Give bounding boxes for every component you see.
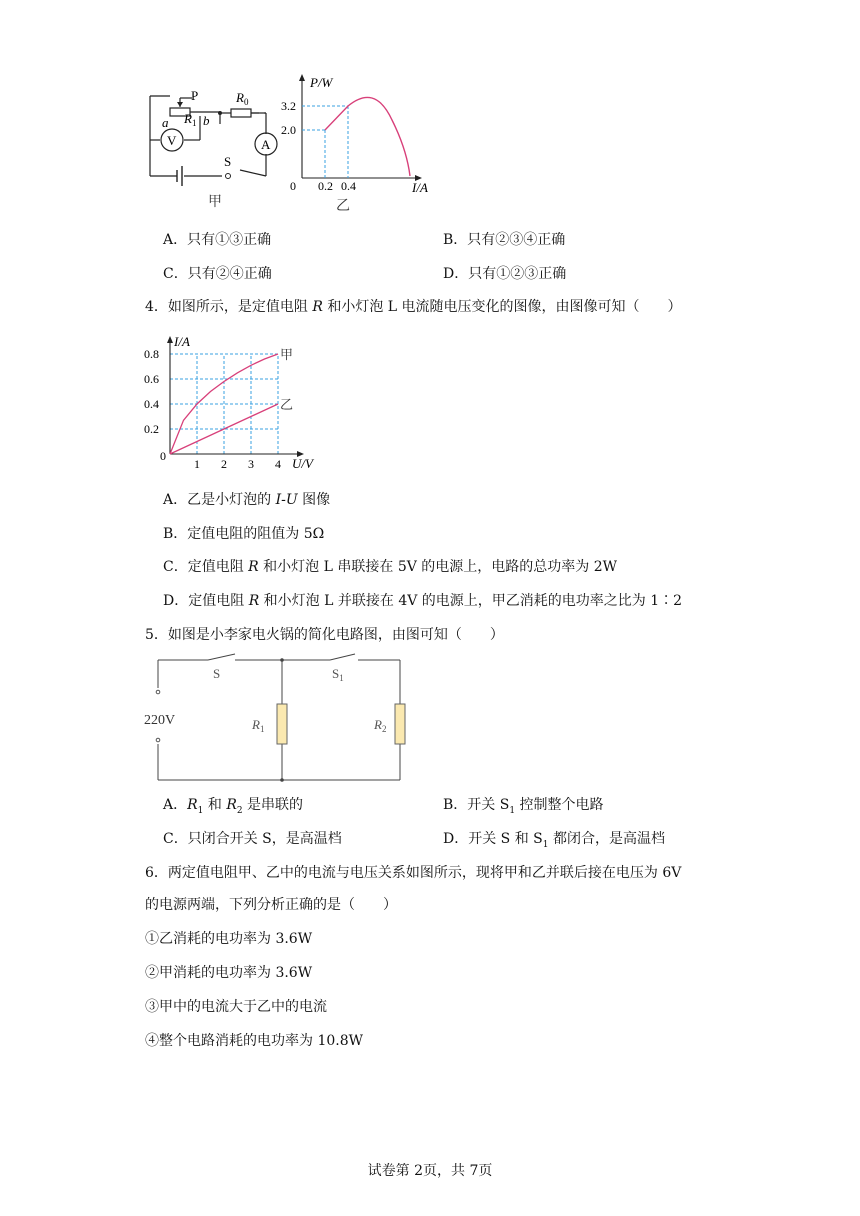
svg-text:R1 xyxy=(251,717,264,734)
q6-item-2: ②甲消耗的电功率为 3.6W xyxy=(145,965,313,981)
fig3-circuit xyxy=(140,82,280,212)
q5-R1: R xyxy=(252,717,260,732)
page-footer: 试卷第 2页，共 7页 xyxy=(367,1163,493,1179)
q5-option-c: C．只闭合开关 S，是高温档 xyxy=(163,831,342,847)
graph-x-axis-label: I/A xyxy=(412,180,428,195)
graph-origin: 0 xyxy=(290,179,296,193)
svg-text:S1 xyxy=(332,666,344,683)
q5-switch-S: S xyxy=(213,666,221,681)
q5-option-a-mid: 和 xyxy=(207,797,227,813)
y-tick-label-0.6: 0.6 xyxy=(144,372,159,386)
q4-option-b: B．定值电阻的阻值为 5Ω xyxy=(163,526,325,542)
circuit-label-R1-sub: 1 xyxy=(191,118,197,128)
q5-option-a xyxy=(163,796,303,820)
y-axis-arrow xyxy=(167,336,173,343)
origin-label: 0 xyxy=(160,449,166,463)
q4-option-d-text1: D．定值电阻 xyxy=(163,593,249,609)
y-tick-label-0.2: 0.2 xyxy=(144,422,159,436)
q4-stem xyxy=(145,298,682,316)
q3-option-c: C．只有②④正确 xyxy=(163,266,272,282)
q5-R1-sub: 1 xyxy=(259,724,265,734)
q4-option-c-text1: C．定值电阻 xyxy=(163,559,249,575)
q4-option-c-R: R xyxy=(248,559,259,575)
graph-x-tick-0.4: 0.4 xyxy=(341,179,356,193)
q5-option-a-end: 是串联的 xyxy=(242,797,304,813)
circuit-label-R1: R xyxy=(184,111,192,126)
q4-option-a-text2: 图像 xyxy=(297,492,331,508)
x-tick-label-4: 4 xyxy=(275,457,281,471)
graph-caption: 乙 xyxy=(336,199,350,214)
svg-text:R2 xyxy=(373,717,386,734)
circuit-caption: 甲 xyxy=(208,195,222,210)
series-label-yi: 乙 xyxy=(280,397,294,412)
x-axis-label: U/V xyxy=(292,456,313,471)
graph-y-axis-label: P/W xyxy=(310,75,333,90)
circuit-label-R0-sub: 0 xyxy=(243,97,249,107)
q3-option-d: D．只有①②③正确 xyxy=(443,266,567,282)
q5-option-a-R1-sub: 1 xyxy=(197,805,204,816)
q5-option-a-R1: R xyxy=(187,797,198,813)
q5-voltage: 220V xyxy=(144,713,176,728)
q5-option-b xyxy=(443,796,604,820)
x-tick-label-1: 1 xyxy=(194,457,200,471)
q6-stem-line1: 6．两定值电阻甲、乙中的电流与电压关系如图所示，现将甲和乙并联后接在电压为 6V xyxy=(145,865,682,881)
fig3-power-graph xyxy=(280,72,450,212)
y-tick-label-0.8: 0.8 xyxy=(144,347,159,361)
ammeter-label: A xyxy=(261,137,271,152)
q4-iu-chart xyxy=(140,332,320,472)
y-tick-label-0.4: 0.4 xyxy=(144,397,159,411)
q5-option-b-text1: B．开关 S xyxy=(443,797,510,813)
q5-option-b-sub: 1 xyxy=(509,805,516,816)
graph-y-tick-2.0: 2.0 xyxy=(281,123,296,137)
q5-option-d xyxy=(443,830,665,854)
q5-option-d-sub: 1 xyxy=(542,839,549,850)
circuit-label-a: a xyxy=(162,115,169,130)
q5-switch-S1: S xyxy=(332,666,340,681)
voltmeter-label: V xyxy=(167,133,177,148)
q6-item-1: ①乙消耗的电功率为 3.6W xyxy=(145,931,313,947)
q4-stem-part1: 4．如图所示，是定值电阻 xyxy=(145,299,313,315)
q5-option-d-text1: D．开关 S 和 S xyxy=(443,831,543,847)
q4-stem-part2: 和小灯泡 L 电流随电压变化的图像，由图像可知（ ） xyxy=(322,299,682,315)
x-tick-label-3: 3 xyxy=(248,457,254,471)
q4-option-d xyxy=(163,592,682,610)
q4-option-a-text1: A．乙是小灯泡的 xyxy=(163,492,276,508)
q3-option-a: A．只有①③正确 xyxy=(163,232,272,248)
q5-option-a-prefix: A． xyxy=(163,797,188,813)
svg-text:P/W xyxy=(309,75,334,90)
x-tick-label-2: 2 xyxy=(221,457,227,471)
circuit-label-b: b xyxy=(203,113,210,128)
circuit-label-R0: R xyxy=(236,90,244,105)
graph-y-tick-3.2: 3.2 xyxy=(281,99,296,113)
q3-option-b: B．只有②③④正确 xyxy=(443,232,566,248)
q5-option-d-text2: 都闭合，是高温档 xyxy=(548,831,665,847)
q5-stem: 5．如图是小李家电火锅的简化电路图，由图可知（ ） xyxy=(145,627,504,643)
q4-option-c xyxy=(163,558,617,576)
q6-item-3: ③甲中的电流大于乙中的电流 xyxy=(145,999,327,1015)
q5-switch-S1-sub: 1 xyxy=(339,673,344,683)
q5-R2-sub: 2 xyxy=(381,724,387,734)
q5-option-b-text2: 控制整个电路 xyxy=(515,797,604,813)
q5-option-a-R2: R xyxy=(226,797,237,813)
circuit-label-P: P xyxy=(191,88,199,103)
q4-option-c-text2: 和小灯泡 L 串联接在 5V 的电源上，电路的总功率为 2W xyxy=(258,559,618,575)
q5-circuit xyxy=(140,652,420,787)
q5-R2: R xyxy=(374,717,382,732)
q4-option-d-text2: 和小灯泡 L 并联接在 4V 的电源上，甲乙消耗的电功率之比为 1∶2 xyxy=(259,593,683,609)
q5-option-a-R2-sub: 2 xyxy=(236,805,243,816)
series-label-jia: 甲 xyxy=(280,347,294,362)
q6-item-4: ④整个电路消耗的电功率为 10.8W xyxy=(145,1033,364,1049)
svg-text:R0 xyxy=(235,90,249,107)
q6-stem-line2: 的电源两端，下列分析正确的是（ ） xyxy=(145,897,397,913)
q4-stem-R: R xyxy=(312,299,323,315)
q4-option-a-iu: I-U xyxy=(275,492,298,508)
svg-text:R1 xyxy=(183,111,196,128)
graph-x-tick-0.2: 0.2 xyxy=(318,179,333,193)
y-axis-label: I/A xyxy=(174,334,190,349)
q4-option-d-R: R xyxy=(248,593,260,609)
q4-option-a xyxy=(163,491,330,509)
switch-label-S: S xyxy=(224,154,232,169)
